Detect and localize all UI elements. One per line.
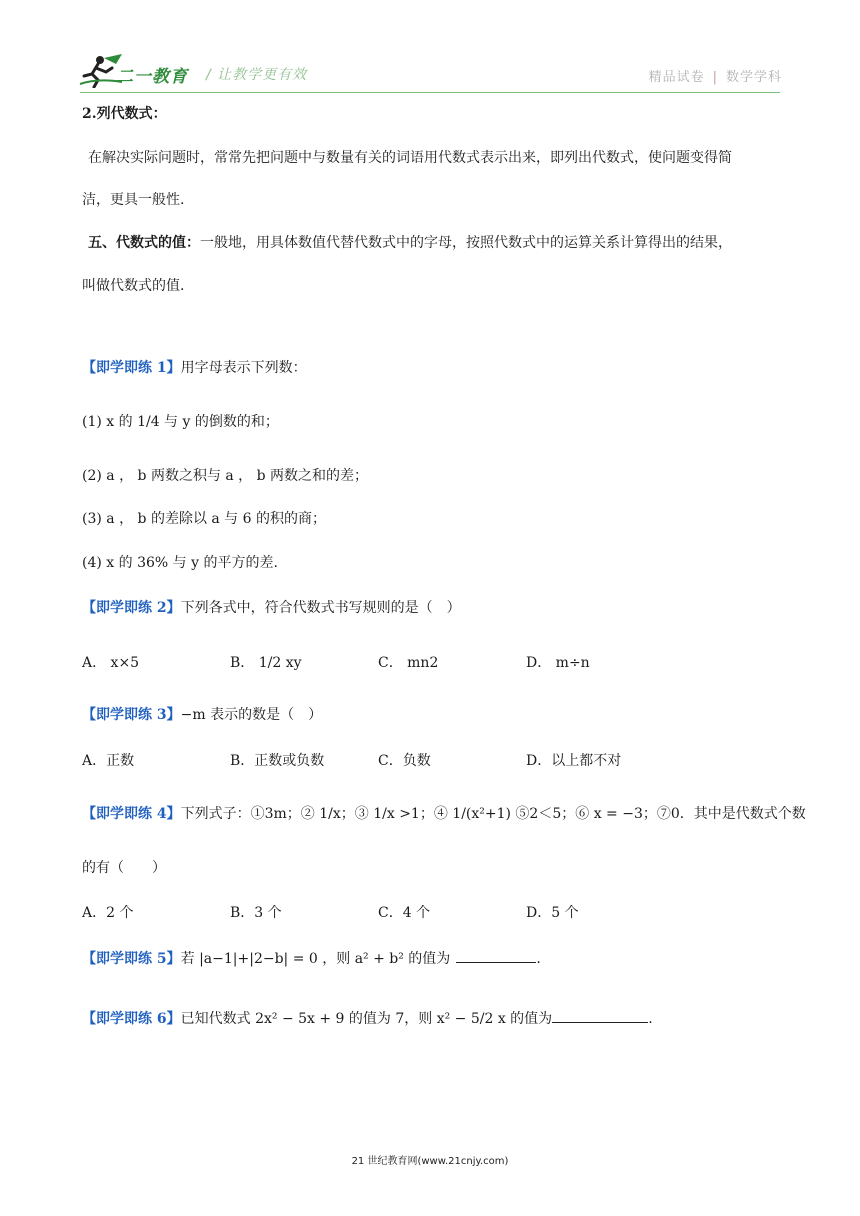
header-separator: | — [712, 70, 718, 85]
page-footer: 21 世纪教育网(www.21cnjy.com) — [351, 1156, 509, 1167]
exercise-3-option-c: C．负数 — [378, 753, 431, 769]
header-divider — [80, 92, 780, 93]
exercise-1-q1: (1) x 的 1/4 与 y 的倒数的和； — [82, 414, 279, 430]
exercise-3-option-b: B．正数或负数 — [230, 753, 325, 769]
exercise-1-text: 用字母表示下列数： — [180, 360, 307, 376]
exercise-1-q3: (3) a ， b 的差除以 a 与 6 的积的商； — [82, 511, 326, 527]
exercise-4-stem — [82, 804, 806, 824]
exercise-6-stem: 【即学即练 6】已知代数式 2x² − 5x + 9 的值为 7，则 x² − 5/2 x 的值为 . — [82, 1008, 653, 1029]
exercise-5-stem: 【即学即练 5】若 |a−1|+|2−b| = 0 ，则 a² + b² 的值为 . — [82, 948, 541, 969]
section5-paragraph-line1 — [88, 233, 732, 253]
exercise-4-option-d: D．5 个 — [526, 905, 579, 921]
exercise-2-text: 下列各式中，符合代数式书写规则的是（ ） — [180, 600, 461, 616]
section5-paragraph-line2: 叫做代数式的值. — [82, 278, 185, 294]
exercise-2-option-c: C． mn2 — [378, 655, 439, 671]
exercise-1-tag: 【即学即练 1】 — [82, 360, 181, 376]
section5-title: 五、代数式的值： — [88, 235, 200, 251]
exercise-2-option-b: B． 1/2 xy — [230, 655, 302, 671]
header-right — [649, 66, 782, 85]
exercise-6-text: 已知代数式 2x² − 5x + 9 的值为 7，则 x² − 5/2 x 的值为 — [180, 1011, 553, 1027]
section2-paragraph-line1: 在解决实际问题时，常常先把问题中与数量有关的词语用代数式表示出来，即列出代数式，使问题变得简 — [88, 150, 732, 166]
exercise-2-stem — [82, 598, 461, 618]
exercise-4-stem-line2: 的有（ ） — [82, 860, 166, 876]
exercise-2-option-a: A． x×5 — [82, 655, 140, 671]
section5-text: 一般地，用具体数值代替代数式中的字母，按照代数式中的运算关系计算得出的结果， — [200, 235, 732, 251]
exercise-6-answer-blank[interactable] — [552, 1008, 648, 1023]
section-title-list-algebra: 2.列代数式： — [82, 106, 167, 122]
exercise-6-tag: 【即学即练 6】 — [82, 1011, 181, 1027]
exercise-2-tag: 【即学即练 2】 — [82, 600, 181, 616]
exercise-5-tag: 【即学即练 5】 — [82, 951, 181, 967]
exercise-5-answer-blank[interactable] — [456, 948, 536, 963]
exercise-1-q2: (2) a ， b 两数之积与 a ， b 两数之和的差； — [82, 468, 369, 484]
section2-paragraph-line2: 洁，更具一般性. — [82, 192, 185, 208]
brand-slogan: / 让教学更有效 — [206, 67, 308, 83]
exercise-3-tag: 【即学即练 3】 — [82, 707, 181, 723]
exercise-5-text: 若 |a−1|+|2−b| = 0 ，则 a² + b² 的值为 — [180, 951, 451, 967]
exercise-3-option-d: D．以上都不对 — [526, 753, 622, 769]
exercise-4-tag: 【即学即练 4】 — [82, 806, 181, 822]
exercise-4-text: 下列式子：①3m；② 1/x；③ 1/x >1；④ 1/(x²+1) ⑤2＜5；⑥ x = −3；⑦0．其中是代数式个数 — [180, 806, 806, 822]
exercise-4-option-c: C．4 个 — [378, 905, 431, 921]
header-label-subject: 数学学科 — [725, 70, 782, 85]
exercise-2-option-d: D． m÷n — [526, 655, 590, 671]
exercise-3-stem — [82, 705, 322, 725]
exercise-1-q4: (4) x 的 36% 与 y 的平方的差. — [82, 555, 278, 571]
exercise-3-text: −m 表示的数是（ ） — [180, 707, 323, 723]
exercise-1-stem — [82, 358, 307, 378]
exercise-4-option-b: B．3 个 — [230, 905, 282, 921]
header-label-paper: 精品试卷 — [648, 70, 705, 85]
brand-name: 二一教育 — [116, 67, 188, 87]
exercise-3-option-a: A．正数 — [82, 753, 135, 769]
exercise-4-option-a: A．2 个 — [82, 905, 134, 921]
page-header — [0, 0, 860, 100]
